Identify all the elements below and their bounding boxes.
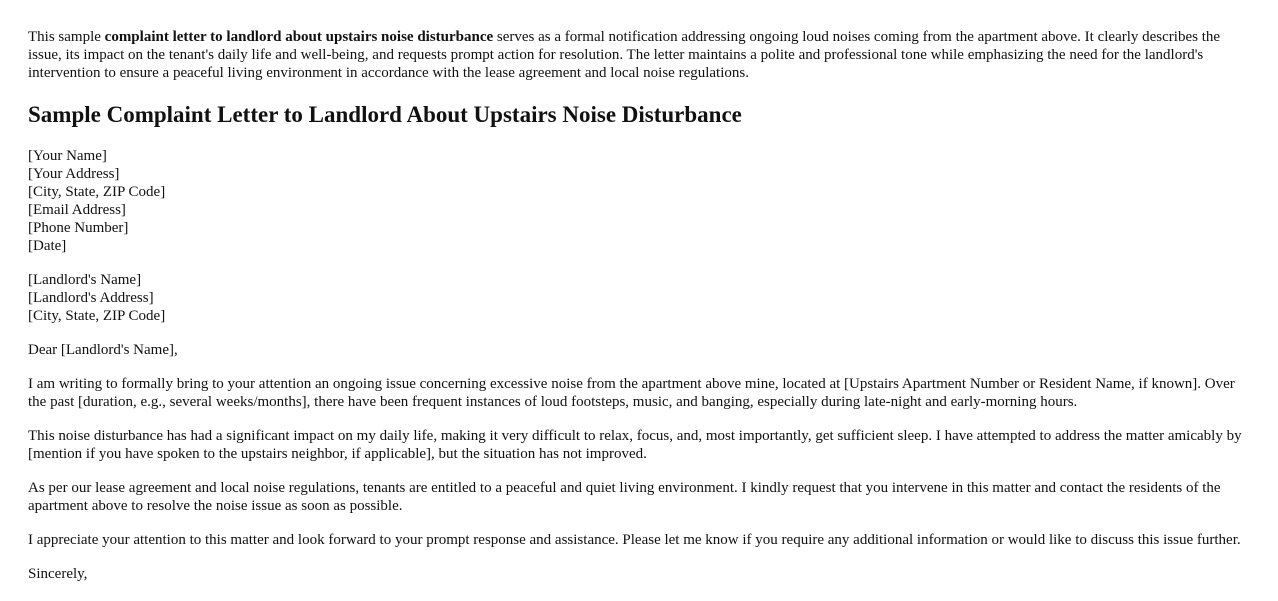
salutation: Dear [Landlord's Name],: [28, 342, 178, 358]
sender-city: [City, State, ZIP Code]: [28, 184, 166, 200]
intro-lead: This sample: [28, 29, 105, 45]
sender-block: [28, 147, 1250, 255]
sender-phone: [Phone Number]: [28, 220, 129, 236]
intro-rest: serves as a formal notification addressing ongoing loud noises coming from the apartment above. It clearly describes the issue, its impact on the tenant's daily life and well-being, and requests prompt action for resolution. The letter maintains a polite and professional tone while emphasizing the need for the landlord's intervention to ensure a peaceful living environment in accordance with the lease agreement and local noise regulations.: [28, 29, 1221, 81]
recipient-address: [Landlord's Address]: [28, 290, 154, 306]
recipient-block: [28, 271, 1250, 325]
body-paragraph-3: As per our lease agreement and local noise regulations, tenants are entitled to a peaceful and quiet living environment. I kindly request that you intervene in this matter and contact the residents of the apartment above to resolve the noise issue as soon as possible.: [28, 480, 1221, 514]
page-title: Sample Complaint Letter to Landlord About Upstairs Noise Disturbance: [28, 102, 742, 127]
sender-name: [Your Name]: [28, 148, 107, 164]
body-paragraph-4: I appreciate your attention to this matter and look forward to your prompt response and assistance. Please let me know if you require any additional information or would like to discuss this issue further.: [28, 532, 1241, 548]
sender-email: [Email Address]: [28, 202, 126, 218]
body-paragraph-1: I am writing to formally bring to your attention an ongoing issue concerning excessive noise from the apartment above mine, located at [Upstairs Apartment Number or Resident Name, if known]. Over the past [duration, e.g., several weeks/months], there have been frequent instances of loud footsteps, music, and banging, especially during late-night and early-morning hours.: [28, 376, 1235, 410]
intro-bold-phrase: complaint letter to landlord about upstairs noise disturbance: [104, 29, 494, 45]
sender-date: [Date]: [28, 238, 67, 254]
recipient-name: [Landlord's Name]: [28, 272, 142, 288]
closing: Sincerely,: [28, 566, 88, 582]
recipient-city: [City, State, ZIP Code]: [28, 308, 166, 324]
body-paragraph-2: This noise disturbance has had a significant impact on my daily life, making it very difficult to relax, focus, and, most importantly, get sufficient sleep. I have attempted to address the matter amicably by [mention if you have spoken to the upstairs neighbor, if applicable], but the situation has not improved.: [28, 428, 1242, 462]
sender-address: [Your Address]: [28, 166, 120, 182]
intro-paragraph: [28, 28, 1250, 82]
